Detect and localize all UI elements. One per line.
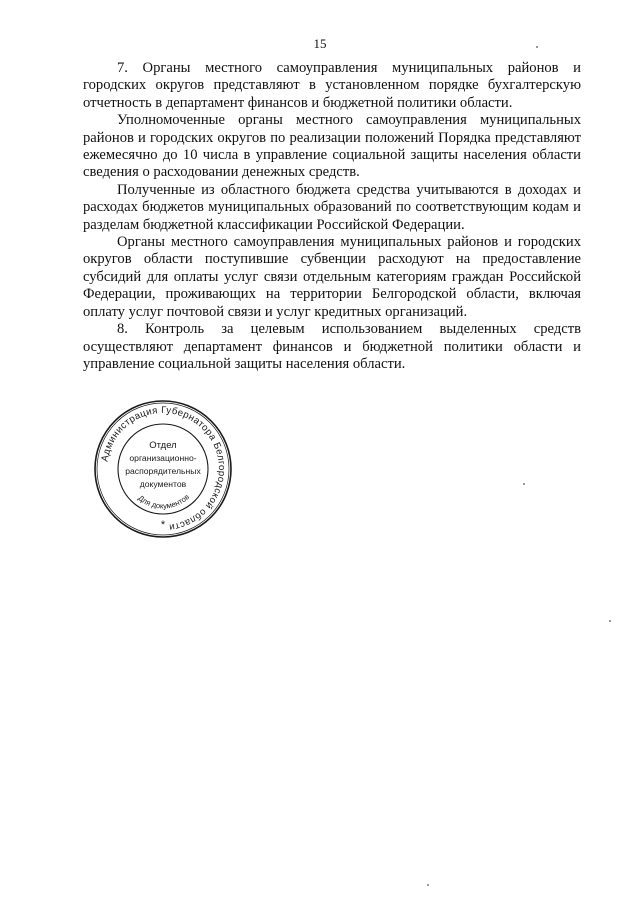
stamp-inner-line-3: распорядительных xyxy=(125,466,201,476)
paragraph-monthly-info: Уполномоченные органы местного самоуправления муниципальных районов и городских округов по реализации положений Порядка представляют ежемесячно до 10 числа в управление социальной защиты населения области сведения о расходовании денежных средств. xyxy=(83,112,581,181)
paragraph-reporting: 7. Органы местного самоуправления муниципальных районов и городских округов представляют в установленном порядке бухгалтерскую отчетность в департамент финансов и бюджетной политики области. xyxy=(83,60,581,111)
scan-speck xyxy=(536,46,538,48)
scan-speck xyxy=(523,483,525,485)
stamp-inner-line-2: организационно- xyxy=(129,453,197,463)
page-number: 15 xyxy=(313,36,327,51)
stamp-bottom-text: Для документов xyxy=(136,492,191,511)
stamp-inner-line-4: документов xyxy=(139,479,187,489)
stamp-seal-icon xyxy=(92,398,234,540)
stamp-star-icon: * xyxy=(160,519,166,531)
paragraph-control: 8. Контроль за целевым использованием выделенных средств осуществляют департамент финансов и бюджетной политики области и управление социальной защиты населения области. xyxy=(83,321,581,372)
paragraph-budget-accounting: Полученные из областного бюджета средства учитываются в доходах и расходах бюджетов муниципальных образований по соответствующим кодам и разделам бюджетной классификации Российской Федерации. xyxy=(83,181,581,233)
stamp-outer-text: Администрация Губернатора Белгородской области xyxy=(99,404,228,533)
document-body xyxy=(83,60,581,373)
paragraph-subvention-use: Органы местного самоуправления муниципальных районов и городских округов области поступившие субвенции расходуют на предоставление субсидий для оплаты услуг связи отдельным категориям граждан Российской Федерации, проживающих на территории Белгородской области, включая оплату услуг почтовой связи и услуг кредитных организаций. xyxy=(83,234,581,320)
stamp-inner-line-1: Отдел xyxy=(149,440,177,451)
scan-speck xyxy=(609,620,611,622)
scan-speck xyxy=(427,884,429,886)
official-stamp xyxy=(92,398,234,540)
